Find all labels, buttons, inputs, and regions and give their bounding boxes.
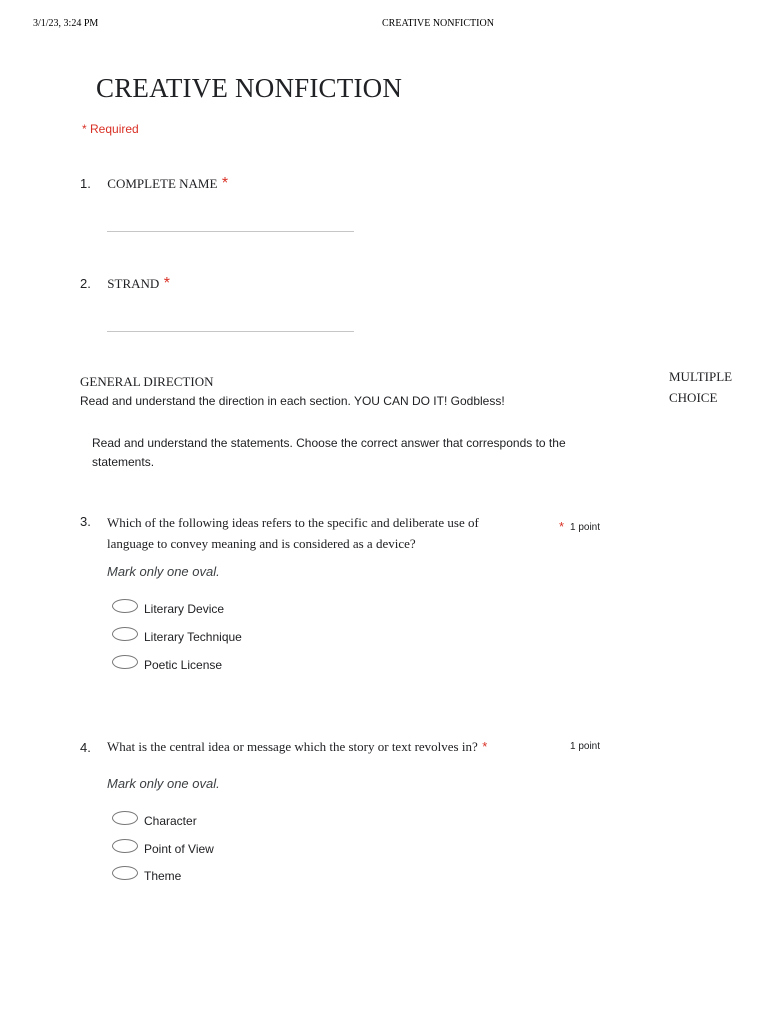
required-note: * Required	[82, 122, 139, 136]
section-title: GENERAL DIRECTION	[80, 374, 214, 389]
option-label: Character	[144, 814, 197, 828]
question-text: Which of the following ideas refers to the specific and deliberate use of language to convey meaning and is considered as a device?	[107, 515, 479, 551]
side-section-title: MULTIPLE CHOICE	[669, 369, 733, 405]
required-star: *	[559, 519, 565, 534]
complete-name-input[interactable]	[107, 231, 354, 232]
required-star: *	[482, 739, 488, 754]
question-label: COMPLETE NAME	[107, 176, 218, 191]
radio-oval[interactable]	[112, 599, 138, 613]
option-label: Literary Device	[144, 602, 225, 616]
question-number: 1.	[80, 176, 91, 191]
question-number: 3.	[80, 514, 91, 529]
question-label: STRAND	[107, 276, 160, 291]
option-theme[interactable]	[112, 869, 181, 883]
radio-oval[interactable]	[112, 811, 138, 825]
print-doc-title: CREATIVE NONFICTION	[382, 18, 494, 29]
question-number: 4.	[80, 740, 91, 755]
strand-input[interactable]	[107, 331, 354, 332]
question-1	[80, 175, 228, 193]
question-text: What is the central idea or message which the story or text revolves in?	[107, 739, 478, 754]
points-label: 1 point	[570, 741, 601, 752]
hint-text: Mark only one oval.	[107, 776, 220, 791]
form-title: CREATIVE NONFICTION	[96, 73, 403, 103]
option-label: Point of View	[144, 842, 214, 856]
option-literary-technique[interactable]	[112, 630, 242, 644]
option-label: Literary Technique	[144, 630, 242, 644]
option-literary-device[interactable]	[112, 602, 224, 616]
radio-oval[interactable]	[112, 627, 138, 641]
section-instruction: Read and understand the statements. Choose the correct answer that corresponds to the statements.	[92, 436, 566, 469]
required-star: *	[163, 275, 170, 292]
option-poetic-license[interactable]	[112, 658, 222, 672]
option-label: Poetic License	[144, 658, 223, 672]
radio-oval[interactable]	[112, 866, 138, 880]
option-label: Theme	[144, 869, 182, 883]
option-point-of-view[interactable]	[112, 842, 214, 856]
required-star: *	[221, 175, 229, 192]
question-number: 2.	[80, 276, 91, 291]
question-4-text-row	[107, 738, 487, 756]
print-timestamp: 3/1/23, 3:24 PM	[33, 18, 99, 29]
points-label: 1 point	[570, 522, 601, 533]
hint-text: Mark only one oval.	[107, 564, 220, 579]
option-character[interactable]	[112, 814, 197, 828]
question-2	[80, 275, 170, 293]
radio-oval[interactable]	[112, 839, 138, 853]
section-description: Read and understand the direction in each section. YOU CAN DO IT! Godbless!	[80, 394, 505, 408]
radio-oval[interactable]	[112, 655, 138, 669]
